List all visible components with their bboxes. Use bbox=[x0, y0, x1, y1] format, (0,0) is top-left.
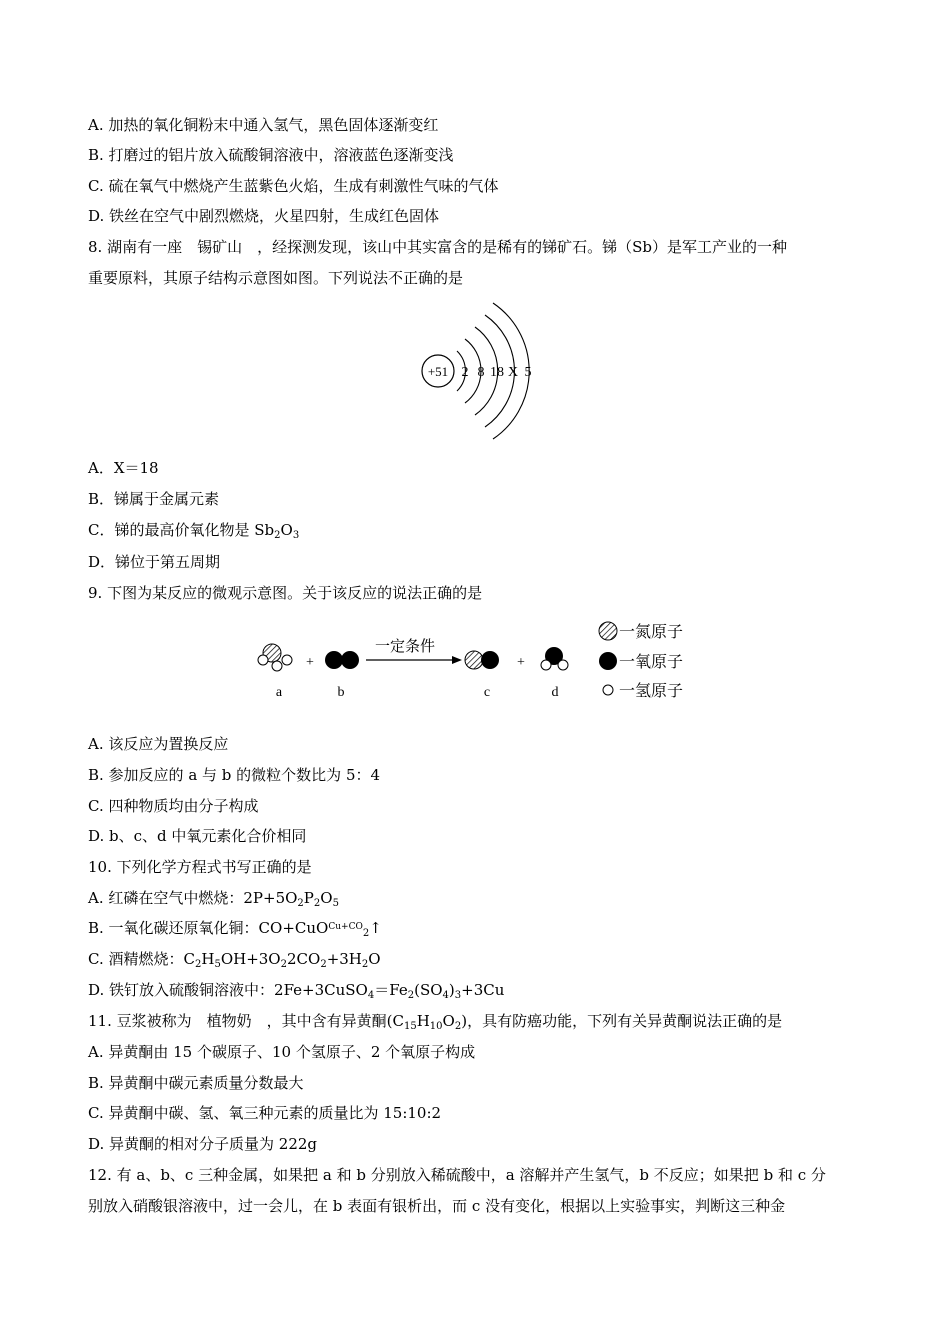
q11-option-b: B. 异黄酮中碳元素质量分数最大 bbox=[88, 1074, 304, 1092]
legend-oxygen-symbol bbox=[599, 652, 617, 670]
q7-option-d: D. 铁丝在空气中剧烈燃烧，火星四射，生成红色固体 bbox=[88, 207, 440, 225]
reaction-micro-diagram bbox=[250, 615, 700, 710]
q8-option-a: A．X＝18 bbox=[88, 459, 159, 477]
q9-option-d: D. b、c、d 中氧元素化合价相同 bbox=[88, 827, 307, 845]
shell-electrons-3: 18 bbox=[490, 365, 504, 380]
reaction-condition: 一定条件 bbox=[374, 637, 436, 655]
molecule-d bbox=[541, 647, 568, 670]
nucleus-charge: +51 bbox=[427, 364, 449, 379]
q10-stem: 10. 下列化学方程式书写正确的是 bbox=[88, 858, 312, 876]
label-b: b bbox=[337, 685, 345, 700]
q10-option-d: D. 铁钉放入硫酸铜溶液中：$2Fe+3CuSO_4=Fe_2(SO_4)_3+3Cu$ bbox=[88, 981, 505, 1001]
legend-oxygen: 一氧原子 bbox=[619, 652, 684, 671]
q11-option-d: D. 异黄酮的相对分子质量为 222g bbox=[88, 1135, 318, 1153]
shell-electrons-5: 5 bbox=[524, 365, 532, 380]
q9-option-a: A. 该反应为置换反应 bbox=[88, 735, 229, 753]
q8-option-d: D．锑位于第五周期 bbox=[88, 553, 221, 571]
q9-stem: 9. 下图为某反应的微观示意图。关于该反应的说法正确的是 bbox=[88, 584, 483, 602]
q8-stem-line2: 重要原料，其原子结构示意图如图。下列说法不正确的是 bbox=[88, 269, 464, 287]
shell-electrons-4: X bbox=[507, 365, 519, 380]
q7-option-c: C. 硫在氧气中燃烧产生蓝紫色火焰，生成有刺激性气味的气体 bbox=[88, 177, 499, 195]
legend-hydrogen-symbol bbox=[603, 685, 613, 695]
label-a: a bbox=[275, 685, 283, 700]
shell-electrons-2: 8 bbox=[477, 365, 485, 380]
q12-stem-line2: 别放入硝酸银溶液中，过一会儿，在 b 表面有银析出，而 c 没有变化，根据以上实验事实，判断这三种金 bbox=[88, 1197, 786, 1215]
q8-option-c: C．锑的最高价氧化物是 $Sb_2O_3$ bbox=[88, 521, 300, 541]
molecule-b bbox=[325, 651, 359, 669]
q12-stem-line1: 12. 有 a、b、c 三种金属，如果把 a 和 b 分别放入稀硫酸中，a 溶解并产生氢气，b 不反应；如果把 b 和 c 分 bbox=[88, 1166, 826, 1184]
molecule-a bbox=[258, 644, 292, 671]
q8-option-b: B．锑属于金属元素 bbox=[88, 490, 220, 508]
molecule-c bbox=[465, 651, 499, 669]
q10-option-c: C. 酒精燃烧：$C_2H_5OH+3O_22CO_2+3H_2O$ bbox=[88, 950, 381, 970]
q8-stem-line1: 8. 湖南有一座 锡矿山 ，经探测发现，该山中其实富含的是稀有的锑矿石。锑（Sb）是军工产业的一种 bbox=[88, 238, 787, 256]
q7-option-b: B. 打磨过的铝片放入硫酸铜溶液中，溶液蓝色逐渐变浅 bbox=[88, 146, 454, 164]
plus-sign-1: + bbox=[306, 655, 314, 670]
shell-electrons-1: 2 bbox=[461, 365, 469, 380]
q11-stem: 11. 豆浆被称为 植物奶 ，其中含有异黄酮$(C_{15}H_{10}O_2)$，具有防癌功能，下列有关异黄酮说法正确的是 bbox=[88, 1012, 783, 1032]
legend bbox=[599, 622, 683, 700]
legend-nitrogen-symbol bbox=[599, 622, 617, 640]
q11-option-c: C. 异黄酮中碳、氢、氧三种元素的质量比为 15:10:2 bbox=[88, 1104, 442, 1122]
q7-option-a: A. 加热的氧化铜粉末中通入氢气，黑色固体逐渐变红 bbox=[88, 116, 439, 134]
reaction-arrow-head bbox=[452, 656, 462, 664]
plus-sign-2: + bbox=[517, 655, 525, 670]
q11-option-a: A. 异黄酮由 15 个碳原子、10 个氢原子、2 个氧原子构成 bbox=[88, 1043, 476, 1061]
q10-option-b: B. 一氧化碳还原氧化铜：CO+CuO$^{Cu+CO}_2$↑ bbox=[88, 919, 382, 939]
q9-option-b: B. 参加反应的 a 与 b 的微粒个数比为 5：4 bbox=[88, 766, 381, 784]
legend-hydrogen: 一氢原子 bbox=[619, 681, 684, 700]
label-d: d bbox=[551, 685, 559, 700]
antimony-atom-structure-diagram bbox=[405, 295, 550, 450]
label-c: c bbox=[483, 685, 491, 700]
q10-option-a: A. 红磷在空气中燃烧：$2P+5O_2P_2O_5$ bbox=[88, 889, 339, 909]
q9-option-c: C. 四种物质均由分子构成 bbox=[88, 797, 259, 815]
legend-nitrogen: 一氮原子 bbox=[619, 622, 684, 641]
